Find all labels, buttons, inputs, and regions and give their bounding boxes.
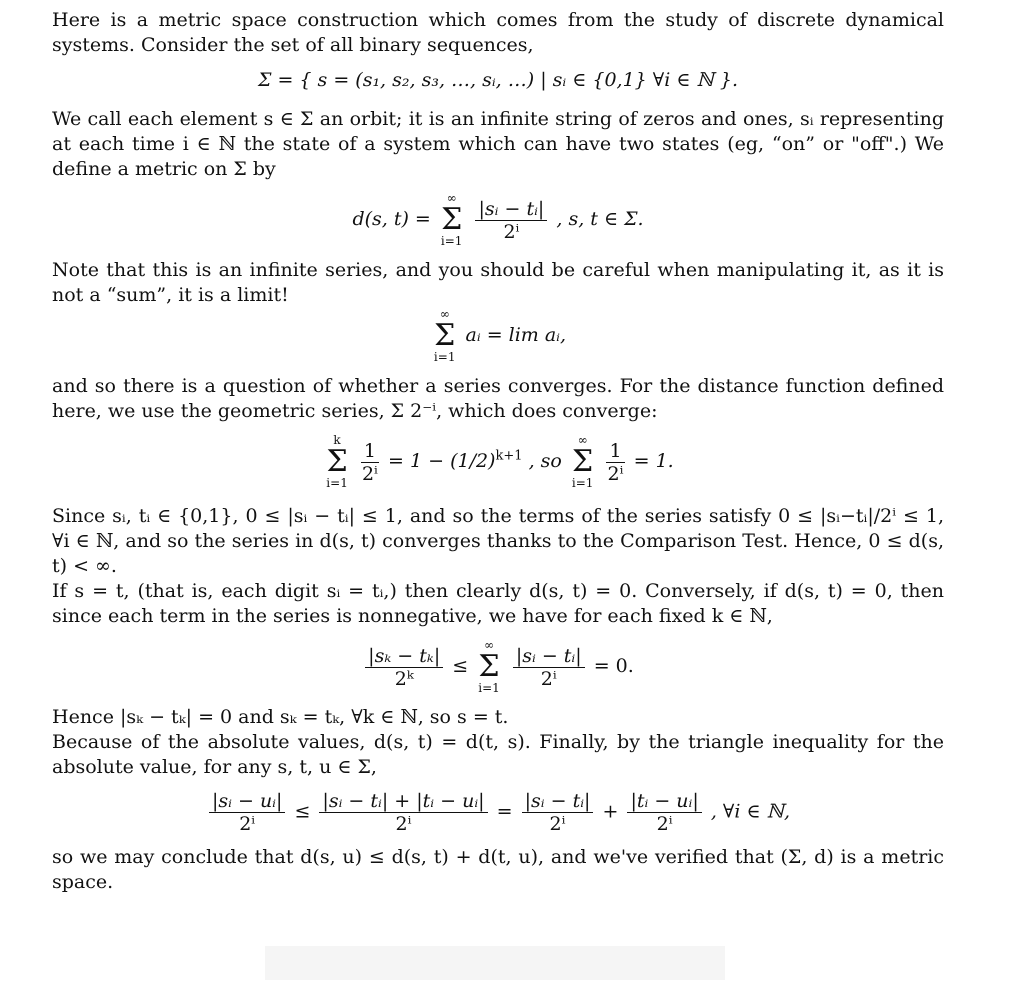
eq5-fraction-2: $\frac{\text{|sᵢ − tᵢ|}}{\text{2ⁱ}}$ (513, 645, 585, 690)
eq4-sum-inf: ∞ Σ i=1 (571, 433, 594, 490)
paragraph-hence: Hence |sₖ − tₖ| = 0 and sₖ = tₖ, ∀k ∈ ℕ, so s = t. (52, 706, 509, 728)
equation-metric-definition (52, 192, 944, 248)
paragraph-infinite-series: Note that this is an infinite series, and you should be careful when manipulating it, as it is not a “sum”, it is a limit! (52, 259, 944, 306)
paragraph-symmetry: Because of the absolute values, d(s, t) = d(t, s). Finally, by the triangle inequality for the absolute value, for any s, t, u ∈ Σ, (52, 731, 944, 778)
eq4-b: , so (528, 450, 562, 472)
paragraph-convergence: and so there is a question of whether a series converges. For the distance function defined here, we use the geometric series, Σ 2⁻ⁱ, which does converge: (52, 375, 944, 422)
eq3-body: aᵢ = lim aᵢ, (465, 324, 567, 346)
eq2-fraction: $\frac{\text{|sᵢ − tᵢ|}}{\text{2ⁱ}}$ (475, 198, 547, 243)
blurred-footer-region (265, 946, 725, 980)
eq2-sum: ∞ Σ i=1 (440, 191, 463, 248)
eq4-fraction-1: $\frac{1}{\text{2ⁱ}}$ (361, 439, 378, 485)
equation-term-bound: $\frac{\text{|sₖ − tₖ|}}{\text{2ᵏ}}$ ≤ ∞ Σ i=1 $\frac{\text{|sᵢ − tᵢ|}}{\text{2ⁱ}}$ = 0. (52, 639, 944, 695)
eq5-sum: ∞ Σ i=1 (478, 638, 500, 695)
eq4-sum-k: k Σ i=1 (326, 433, 348, 490)
paragraph-conclusion: so we may conclude that d(s, u) ≤ d(s, t) + d(t, u), and we've verified that (Σ, d) is a metric space. (52, 846, 944, 893)
eq3-sum-left: ∞ Σ i=1 (433, 307, 456, 364)
eq2-left: d(s, t) = (352, 208, 431, 230)
eq6-right: , ∀i ∈ ℕ, (710, 800, 791, 823)
paragraph-orbit-definition: We call each element s ∈ Σ an orbit; it is an infinite string of zeros and ones, sᵢ representing at each time i ∈ ℕ the state of a system which can have two states (eg, “on” or "off".) We define a metric on Σ by (52, 108, 944, 180)
paragraph-identity: If s = t, (that is, each digit sᵢ = tᵢ,) then clearly d(s, t) = 0. Conversely, if d(s, t) = 0, then since each term in the series is nonnegative, we have for each fixed k ∈ ℕ, (52, 580, 944, 627)
equation-geometric-series (52, 434, 944, 490)
eq4-a: = 1 − (1/2) (388, 450, 496, 472)
equation-sigma-set: Σ = { s = (s₁, s₂, s₃, …, sᵢ, …) | sᵢ ∈ {0,1} ∀i ∈ ℕ }. (257, 69, 739, 91)
eq5-right: = 0. (593, 655, 634, 677)
equation-triangle-inequality: $\frac{\text{|sᵢ − uᵢ|}}{\text{2ⁱ}}$ ≤ $\frac{\text{|sᵢ − tᵢ| + |tᵢ − uᵢ|}}{\text{2ⁱ}}$ = $\frac{\text{|sᵢ − tᵢ|}}{\text{2ⁱ}}$ + $\frac{\text{|tᵢ − uᵢ|}}{\text{2ⁱ}}$ , ∀i ∈ ℕ, (52, 790, 944, 835)
eq4-fraction-2: $\frac{1}{\text{2ⁱ}}$ (607, 439, 624, 485)
paragraph-comparison-test: Since sᵢ, tᵢ ∈ {0,1}, 0 ≤ |sᵢ − tᵢ| ≤ 1, and so the terms of the series satisfy 0 ≤ |sᵢ−tᵢ|/2ⁱ ≤ 1, ∀i ∈ ℕ, and so the series in d(s, t) converges thanks to the Comparison Test. Hence, 0 ≤ d(s, t) < ∞. (52, 505, 944, 577)
eq2-right: , s, t ∈ Σ. (556, 208, 644, 230)
eq4-exponent: k+1 (495, 448, 523, 464)
eq6-fraction-1: $\frac{\text{|sᵢ − uᵢ|}}{\text{2ⁱ}}$ (209, 790, 285, 835)
eq6-fraction-3: $\frac{\text{|sᵢ − tᵢ|}}{\text{2ⁱ}}$ (522, 790, 594, 835)
eq4-c: = 1. (633, 450, 674, 472)
eq6-fraction-2: $\frac{\text{|sᵢ − tᵢ| + |tᵢ − uᵢ|}}{\text{2ⁱ}}$ (319, 790, 487, 835)
equation-limit (52, 308, 944, 364)
document-page (52, 8, 944, 895)
eq5-fraction-1: $\frac{\text{|sₖ − tₖ|}}{\text{2ᵏ}}$ (365, 645, 443, 690)
paragraph-intro: Here is a metric space construction which comes from the study of discrete dynamical systems. Consider the set of all binary sequences, (52, 9, 944, 56)
eq6-fraction-4: $\frac{\text{|tᵢ − uᵢ|}}{\text{2ⁱ}}$ (627, 790, 701, 835)
